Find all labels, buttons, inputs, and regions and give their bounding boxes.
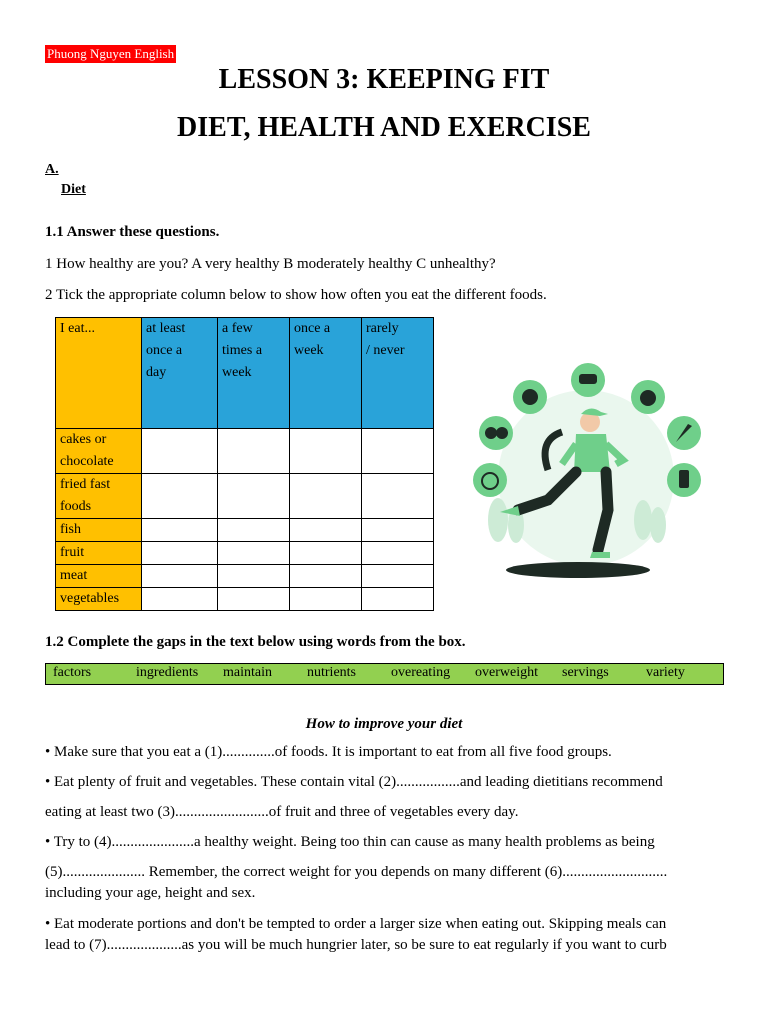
- tick-cell[interactable]: [362, 542, 434, 565]
- table-row: [56, 542, 434, 565]
- tick-cell[interactable]: [290, 542, 362, 565]
- tick-cell[interactable]: [362, 565, 434, 588]
- runner-illustration: [458, 360, 718, 582]
- question-1-line-1: 1 How healthy are you? A very healthy B moderately healthy C unhealthy?: [45, 256, 496, 272]
- tick-cell[interactable]: [218, 542, 290, 565]
- word-box-item: nutrients: [307, 665, 356, 680]
- food-label: vegetables: [56, 588, 142, 611]
- tick-cell[interactable]: [290, 588, 362, 611]
- word-box-item: factors: [53, 665, 92, 680]
- table-row: [56, 565, 434, 588]
- header-once-week: once a week: [290, 318, 362, 429]
- text-paragraph-line: • Eat plenty of fruit and vegetables. These contain vital (2).................and leading dietitians recommend: [45, 774, 663, 790]
- section-name: Diet: [61, 182, 86, 197]
- tick-cell[interactable]: [142, 429, 218, 474]
- tick-cell[interactable]: [142, 519, 218, 542]
- tick-cell[interactable]: [362, 588, 434, 611]
- tick-cell[interactable]: [290, 565, 362, 588]
- question-2-heading: 1.2 Complete the gaps in the text below using words from the box.: [45, 634, 466, 650]
- food-label: fruit: [56, 542, 142, 565]
- word-box-item: overeating: [391, 665, 451, 680]
- tick-cell[interactable]: [362, 474, 434, 519]
- text-paragraph-line: • Try to (4)......................a healthy weight. Being too thin can cause as many health problems as being: [45, 834, 655, 850]
- question-1-heading: 1.1 Answer these questions.: [45, 224, 220, 240]
- tick-cell[interactable]: [362, 429, 434, 474]
- lesson-subtitle: DIET, HEALTH AND EXERCISE: [177, 112, 591, 143]
- word-box-item: ingredients: [136, 665, 199, 680]
- table-row: [56, 429, 434, 474]
- section-letter: A.: [45, 162, 59, 177]
- food-frequency-table: [55, 317, 434, 611]
- tick-cell[interactable]: [142, 542, 218, 565]
- tick-cell[interactable]: [218, 519, 290, 542]
- tick-cell[interactable]: [218, 565, 290, 588]
- word-box-item: maintain: [223, 665, 272, 680]
- food-label: meat: [56, 565, 142, 588]
- table-row: [56, 474, 434, 519]
- text-title: How to improve your diet: [305, 716, 463, 732]
- food-label: fried fast foods: [56, 474, 142, 519]
- question-1-line-2: 2 Tick the appropriate column below to show how often you eat the different foods.: [45, 287, 547, 303]
- food-label: fish: [56, 519, 142, 542]
- word-box-item: variety: [646, 665, 685, 680]
- text-paragraph-line: • Eat moderate portions and don't be tempted to order a larger size when eating out. Skipping meals can: [45, 916, 667, 932]
- text-paragraph-line: lead to (7)....................as you will be much hungrier later, so be sure to eat regularly if you want to curb: [45, 937, 667, 953]
- tick-cell[interactable]: [218, 474, 290, 519]
- table-row: [56, 588, 434, 611]
- tick-cell[interactable]: [142, 474, 218, 519]
- header-daily: at least once a day: [142, 318, 218, 429]
- tick-cell[interactable]: [218, 429, 290, 474]
- word-box: [45, 663, 724, 685]
- tick-cell[interactable]: [290, 519, 362, 542]
- tick-cell[interactable]: [218, 588, 290, 611]
- ground-shadow-icon: [506, 562, 650, 578]
- word-box-item: overweight: [475, 665, 538, 680]
- header-i-eat: I eat...: [56, 318, 142, 429]
- text-paragraph-line: • Make sure that you eat a (1)..............of foods. It is important to eat from all five food groups.: [45, 744, 612, 760]
- table-row: [56, 519, 434, 542]
- text-paragraph-line: eating at least two (3).........................of fruit and three of vegetables every day.: [45, 804, 519, 820]
- tick-cell[interactable]: [142, 588, 218, 611]
- tick-cell[interactable]: [142, 565, 218, 588]
- header-rarely-never: rarely / never: [362, 318, 434, 429]
- brand-label: Phuong Nguyen English: [47, 46, 175, 61]
- tick-cell[interactable]: [290, 429, 362, 474]
- header-few-times-week: a few times a week: [218, 318, 290, 429]
- tick-cell[interactable]: [362, 519, 434, 542]
- food-label: cakes or chocolate: [56, 429, 142, 474]
- text-paragraph-line: (5)...................... Remember, the correct weight for you depends on many different (6)............................: [45, 864, 668, 880]
- text-paragraph-line: including your age, height and sex.: [45, 885, 256, 901]
- tick-cell[interactable]: [290, 474, 362, 519]
- lesson-title: LESSON 3: KEEPING FIT: [218, 64, 550, 95]
- table-header-row: [56, 318, 434, 429]
- word-box-item: servings: [562, 665, 609, 680]
